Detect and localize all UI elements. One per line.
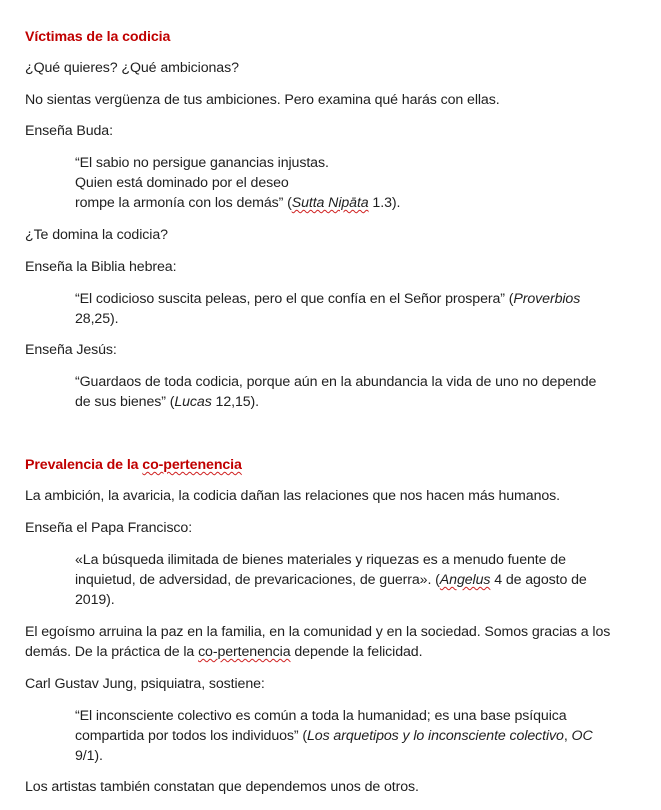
citation-source-abbrev: OC (571, 728, 593, 744)
buda-quote-line: Quien está dominado por el deseo (75, 175, 289, 191)
heading-text: Prevalencia de la (25, 457, 143, 473)
paragraph: Enseña el Papa Francisco: (25, 520, 193, 536)
quote-text: rompe la armonía con los demás” ( (75, 195, 292, 211)
francisco-quote-line: 2019). (75, 592, 115, 608)
citation-ref: 1.3). (368, 195, 401, 211)
citation-source-misspelled[interactable]: Sutta Nipāta (291, 195, 369, 211)
francisco-quote-line (75, 570, 587, 590)
paragraph: Enseña Buda: (25, 123, 113, 139)
paragraph-text: depende la felicidad. (290, 644, 423, 660)
paragraph-text: demás. De la práctica de la (25, 644, 199, 660)
paragraph: Enseña la Biblia hebrea: (25, 259, 177, 275)
citation-source: Proverbios (513, 291, 581, 307)
quote-text: de sus bienes” ( (75, 394, 175, 410)
citation-source: Lucas (174, 394, 212, 410)
citation-source-misspelled[interactable]: Angelus (439, 572, 491, 588)
jung-quote-line: 9/1). (75, 748, 103, 764)
jesus-quote-line (75, 392, 259, 412)
jung-quote-line (75, 726, 593, 746)
bible-quote-line (75, 289, 580, 309)
jung-quote-line: “El inconsciente colectivo es común a toda la humanidad; es una base psíquica (75, 708, 567, 724)
section-heading-victimas: Víctimas de la codicia (25, 29, 171, 45)
quote-text: “El codicioso suscita peleas, pero el que confía en el Señor prospera” ( (75, 291, 514, 307)
citation-ref: 4 de agosto de (490, 572, 587, 588)
buda-quote-line: “El sabio no persigue ganancias injustas. (75, 155, 329, 171)
paragraph: La ambición, la avaricia, la codicia dañan las relaciones que nos hacen más humanos. (25, 488, 560, 504)
citation-separator: , (563, 728, 572, 744)
misspelled-word[interactable]: co-pertenencia (198, 644, 291, 660)
quote-text: inquietud, de adversidad, de prevaricaciones, de guerra». ( (75, 572, 440, 588)
francisco-quote-line: «La búsqueda ilimitada de bienes materiales y riquezas es a menudo fuente de (75, 552, 566, 568)
buda-quote-line (75, 193, 400, 213)
bible-quote-line: 28,25). (75, 311, 119, 327)
paragraph: No sientas vergüenza de tus ambiciones. Pero examina qué harás con ellas. (25, 92, 500, 108)
citation-ref: 12,15). (211, 394, 260, 410)
paragraph: ¿Qué quieres? ¿Qué ambicionas? (25, 60, 239, 76)
paragraph: Los artistas también constatan que dependemos unos de otros. (25, 779, 419, 795)
paragraph: El egoísmo arruina la paz en la familia, en la comunidad y en la sociedad. Somos gracias a los (25, 624, 611, 640)
quote-text: compartida por todos los individuos” ( (75, 728, 307, 744)
paragraph (25, 642, 422, 662)
jesus-quote-line: “Guardaos de toda codicia, porque aún en la abundancia la vida de uno no depende (75, 374, 597, 390)
paragraph: Enseña Jesús: (25, 342, 117, 358)
heading-misspelled-word[interactable]: co-pertenencia (142, 457, 242, 473)
citation-source: Los arquetipos y lo inconsciente colectivo (307, 728, 564, 744)
paragraph: ¿Te domina la codicia? (25, 227, 168, 243)
paragraph: Carl Gustav Jung, psiquiatra, sostiene: (25, 676, 265, 692)
section-heading-prevalencia (25, 455, 242, 475)
